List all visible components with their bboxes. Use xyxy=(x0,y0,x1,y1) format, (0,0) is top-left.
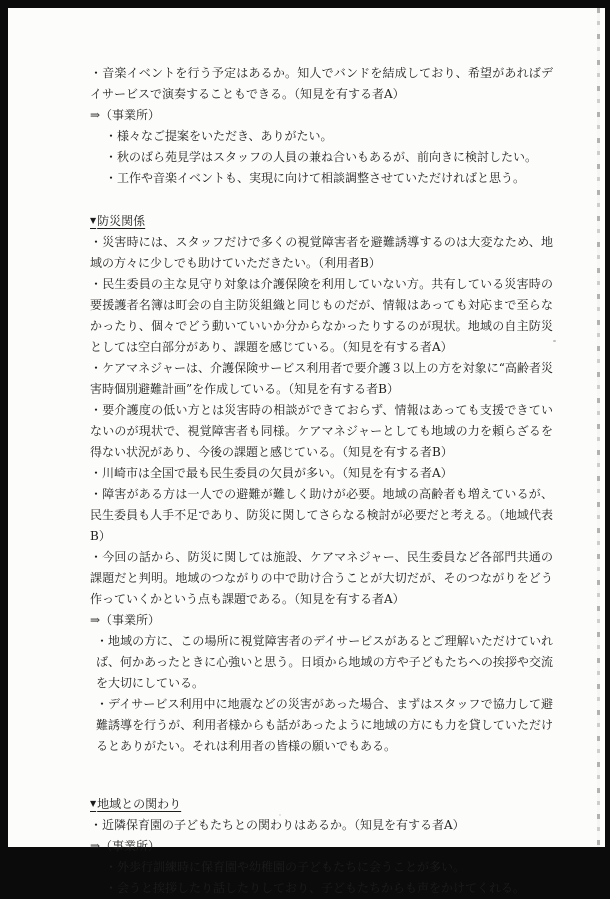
section-heading-label: 防災関係 xyxy=(97,214,146,228)
sub-bullet-children-greetings: ・会うと挨拶したり話したりしており、子どもたちからも声をかけてくれる。 xyxy=(105,881,526,895)
arrow-provider-response: ⇒（事業所） xyxy=(90,613,161,627)
triangle-bullet-icon: ▼ xyxy=(90,216,97,225)
bullet-common-cross-sector-issue: ・今回の話から、防災に関しては施設、ケアマネジャー、民生委員など各部門共通の課題だと判明。地域のつながりの中で助け合うことが大切だが、そのつながりをどう作っていくかという点も課題である。（知見を有する者A） xyxy=(90,550,553,606)
sub-bullet-thanks-for-proposals: ・様々なご提案をいただき、ありがたい。 xyxy=(105,129,333,143)
sub-bullet-craft-music-events: ・工作や音楽イベントも、実現に向けて相談調整させていただければと思う。 xyxy=(105,171,526,185)
document-content xyxy=(90,63,553,899)
sub-bullet-earthquake-during-dayservice: ・デイサービス利用中に地震などの災害があった場合、まずはスタッフで協力して避難誘導を行うが、利用者様からも話があったように地域の方にも力を貸していただけるとありがたい。それは利用者の皆様の願いでもある。 xyxy=(96,697,553,753)
sub-bullet-walking-training-encounters: ・外歩行訓練時に保育園や幼稚園の子どもたちに会うことが多い。 xyxy=(105,860,466,874)
bullet-disabled-evacuation-difficulty: ・障害がある方は一人での避難が難しく助けが必要。地域の高齢者も増えているが、民生委員も人手不足であり、防災に関してさらなる検討が必要だと考える。（地域代表B） xyxy=(90,487,553,543)
arrow-provider-response: ⇒（事業所） xyxy=(90,839,161,853)
bullet-low-care-level-support-gap: ・要介護度の低い方とは災害時の相談ができておらず、情報はあっても支援できていないのが現状で、視覚障害者も同様。ケアマネジャーとしても地域の力を頼らざるを得ない状況があり、今後の課題と感じている。（知見を有する者B） xyxy=(90,403,553,459)
section-heading-underline xyxy=(90,214,145,228)
triangle-bullet-icon: ▼ xyxy=(90,799,97,808)
arrow-provider-response: ⇒（事業所） xyxy=(90,108,161,122)
document-page xyxy=(8,8,605,895)
section-heading-disaster xyxy=(90,210,553,232)
sub-bullet-community-awareness: ・地域の方に、この場所に視覚障害者のデイサービスがあるとご理解いただけていれば、何かあったときに心強いと思う。日頃から地域の方や子どもたちへの挨拶や交流を大切にしている。 xyxy=(96,634,553,690)
scan-edge-artifact xyxy=(597,8,600,847)
bullet-welfare-commissioner-roster: ・民生委員の主な見守り対象は介護保険を利用していない方。共有している災害時の要援護者名簿は町会の自主防災組織と同じものだが、情報はあっても対応まで至らなかったり、個々でどう動いていいか分からなかったりするのが現状。地域の自主防災としては空白部分があり、課題を感じている。（知見を有する者A） xyxy=(90,277,553,354)
section-community-relations xyxy=(90,793,553,899)
bullet-kawasaki-commissioner-vacancy: ・川崎市は全国で最も民生委員の欠員が多い。（知見を有する者A） xyxy=(90,466,453,480)
sub-bullet-rose-garden-visit: ・秋のばら苑見学はスタッフの人員の兼ね合いもあるが、前向きに検討したい。 xyxy=(105,150,538,164)
bullet-nursery-children-question: ・近隣保育園の子どもたちとの関わりはあるか。（知見を有する者A） xyxy=(90,818,465,832)
bullet-evacuation-help-request: ・災害時には、スタッフだけで多くの視覚障害者を避難誘導するのは大変なため、地域の方々に少しでも助けていただきたい。（利用者B） xyxy=(90,235,553,270)
section-heading-underline xyxy=(90,797,181,811)
section-disaster-prevention xyxy=(90,210,553,757)
scan-speck xyxy=(553,340,556,342)
section-event-proposals xyxy=(90,63,553,189)
bullet-music-event-question: ・音楽イベントを行う予定はあるか。知人でバンドを結成しており、希望があればデイサービスで演奏することもできる。（知見を有する者A） xyxy=(90,66,553,101)
section-heading-community xyxy=(90,793,553,815)
bullet-care-manager-evacuation-plan: ・ケアマネジャーは、介護保険サービス利用者で要介護３以上の方を対象に“高齢者災害時個別避難計画”を作成している。（知見を有する者B） xyxy=(90,361,553,396)
section-heading-label: 地域との関わり xyxy=(97,797,182,811)
